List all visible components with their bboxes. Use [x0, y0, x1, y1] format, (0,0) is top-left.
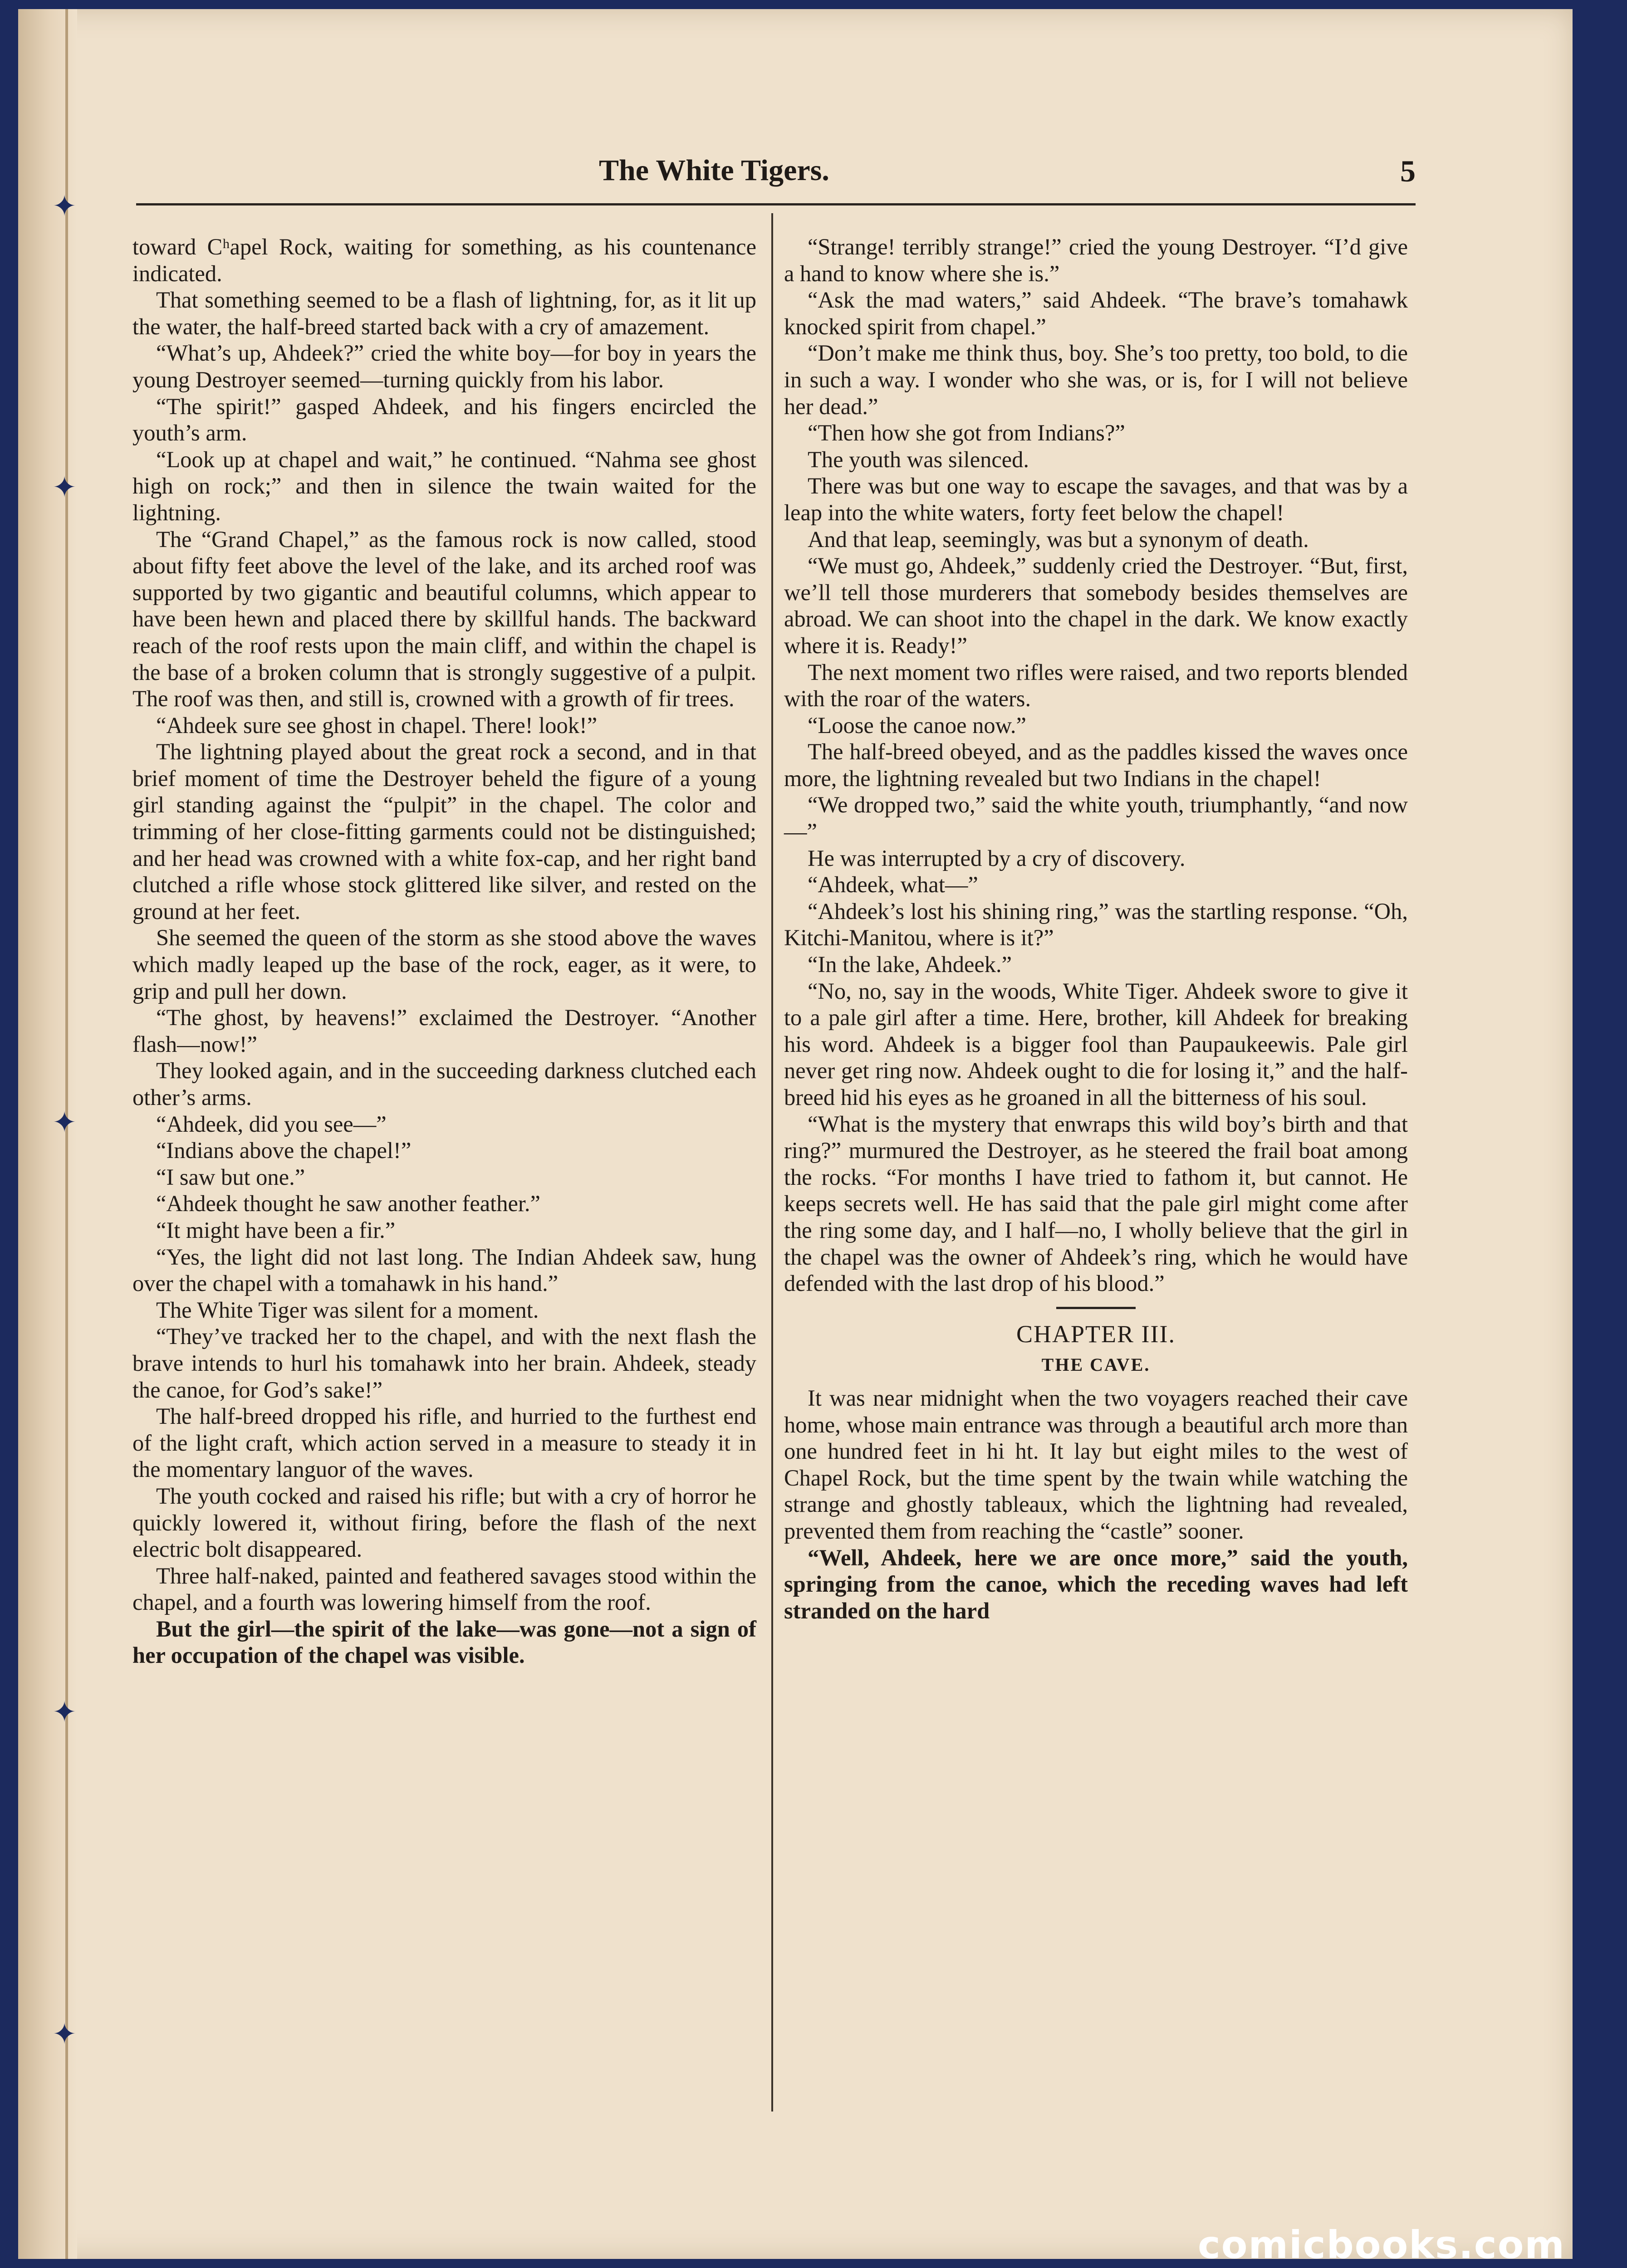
binding-hole-icon: ✦ [52, 1106, 77, 1139]
paragraph: Three half-naked, painted and feathered savages stood within the chapel, and a fourth was lowering himself from the roof. [132, 1563, 756, 1615]
paragraph: toward Cʰapel Rock, waiting for something, as his countenance indicated. [132, 234, 756, 286]
paragraph: “We dropped two,” said the white youth, triumphantly, “and now—” [784, 792, 1408, 845]
paragraph: There was but one way to escape the savages, and that was by a leap into the white waters, forty feet below the chapel! [784, 473, 1408, 525]
binding-hole-icon: ✦ [52, 190, 77, 223]
paragraph: “We must go, Ahdeek,” suddenly cried the Destroyer. “But, first, we’ll tell those murderers that somebody besides themselves are abroad. We can shoot into the chapel in the dark. We know exactly where it is. Ready!” [784, 553, 1408, 658]
paragraph: The next moment two rifles were raised, and two reports blended with the roar of the waters. [784, 659, 1408, 712]
watermark: comicbooks.com [1198, 2223, 1565, 2267]
chapter-title: CHAPTER III. [1016, 1320, 1176, 1348]
paragraph: “Then how she got from Indians?” [808, 420, 1125, 446]
page-number: 5 [1400, 154, 1416, 188]
paragraph: “Yes, the light did not last long. The Indian Ahdeek saw, hung over the chapel with a tomahawk in his hand.” [132, 1244, 756, 1296]
paragraph: The youth was silenced. [808, 446, 1029, 472]
paragraph: He was interrupted by a cry of discovery. [808, 845, 1186, 871]
paragraph: “I saw but one.” [156, 1164, 305, 1190]
left-column [132, 234, 756, 1669]
binding-hole-icon: ✦ [52, 2018, 77, 2051]
paragraph: The half-breed dropped his rifle, and hurried to the furthest end of the light craft, which action served in a measure to steady it in the momentary languor of the waves. [132, 1403, 756, 1482]
paragraph: “They’ve tracked her to the chapel, and with the next flash the brave intends to hurl his tomahawk into her brain. Ahdeek, steady the canoe, for God’s sake!” [132, 1324, 756, 1403]
paragraph: “Strange! terribly strange!” cried the young Destroyer. “I’d give a hand to know where she is.” [784, 234, 1408, 286]
paragraph: That something seemed to be a flash of lightning, for, as it lit up the water, the half-breed started back with a cry of amazement. [132, 287, 756, 339]
paragraph: “What’s up, Ahdeek?” cried the white boy—for boy in years the young Destroyer seemed—turning quickly from his labor. [132, 340, 756, 392]
paragraph: “It might have been a fir.” [156, 1217, 396, 1243]
paragraph: “The spirit!” gasped Ahdeek, and his fingers encircled the youth’s arm. [132, 393, 756, 446]
chapter-subtitle: THE CAVE. [1041, 1354, 1151, 1375]
paragraph: The lightning played about the great rock a second, and in that brief moment of time the Destroyer beheld the figure of a young girl standing against the “pulpit” in the chapel. The color and trimming of her close-fitting garments could not be distinguished; and her head was crowned with a white fox-cap, and her right band clutched a rifle whose stock glittered like silver, and rested on the ground at her feet. [132, 739, 756, 924]
paragraph: She seemed the queen of the storm as she stood above the waves which madly leaped up the base of the rock, eager, as it were, to grip and pull her down. [132, 925, 756, 1004]
right-column [784, 234, 1408, 1624]
running-header [136, 150, 1416, 200]
paragraph: “In the lake, Ahdeek.” [808, 952, 1012, 978]
binding-hole-icon: ✦ [52, 471, 77, 504]
paragraph: “The ghost, by heavens!” exclaimed the Destroyer. “Another flash—now!” [132, 1005, 756, 1057]
paragraph: “Loose the canoe now.” [808, 712, 1026, 738]
paragraph: But the girl—the spirit of the lake—was gone—not a sign of her occupation of the chapel was visible. [132, 1616, 756, 1668]
paragraph: “Ask the mad waters,” said Ahdeek. “The brave’s tomahawk knocked spirit from chapel.” [784, 287, 1408, 339]
binding-hole-icon: ✦ [52, 1696, 77, 1729]
paragraph: They looked again, and in the succeeding darkness clutched each other’s arms. [132, 1058, 756, 1110]
paragraph: And that leap, seemingly, was but a synonym of death. [808, 526, 1309, 552]
paragraph: “Don’t make me think thus, boy. She’s too pretty, too bold, to die in such a way. I wonder who she was, or is, for I will not believe her dead.” [784, 340, 1408, 419]
paragraph: The youth cocked and raised his rifle; but with a cry of horror he quickly lowered it, without firing, before the flash of the next electric bolt disappeared. [132, 1483, 756, 1562]
chapter-separator-rule [1056, 1307, 1136, 1309]
paragraph: “Indians above the chapel!” [156, 1138, 412, 1163]
paragraph: “Ahdeek, what—” [808, 872, 978, 898]
paragraph: It was near midnight when the two voyagers reached their cave home, whose main entrance was through a beautiful arch more than one hundred feet in hi ht. It lay but eight miles to the west of Chapel Rock, but the time spent by the twain while watching the strange and ghostly tableaux, which the lightning had revealed, prevented them from reaching the “castle” sooner. [784, 1385, 1408, 1544]
running-title: The White Tigers. [599, 154, 829, 187]
paragraph: “Look up at chapel and wait,” he continued. “Nahma see ghost high on rock;” and then in silence the twain waited for the lightning. [132, 446, 756, 525]
paragraph: “What is the mystery that enwraps this wild boy’s birth and that ring?” murmured the Destroyer, as he steered the frail boat among the rocks. “For months I have tried to fathom it, but cannot. He keeps secrets well. He has said that the pale girl might come after the ring some day, and I half—no, I wholly believe that the girl in the chapel was the owner of Ahdeek’s ring, which he would have defended with the last drop of his blood.” [784, 1111, 1408, 1296]
paragraph: The “Grand Chapel,” as the famous rock is now called, stood about fifty feet above the level of the lake, and its arched roof was supported by two gigantic and beautiful columns, which appear to have been hewn and placed there by skillful hands. The backward reach of the roof rests upon the main cliff, and within the chapel is the base of a broken column that is strongly suggestive of a pulpit. The roof was then, and still is, crowned with a growth of fir trees. [132, 526, 756, 712]
column-divider [771, 213, 773, 2112]
paragraph: “Ahdeek’s lost his shining ring,” was the startling response. “Oh, Kitchi-Manitou, where is it?” [784, 898, 1408, 951]
paragraph: “No, no, say in the woods, White Tiger. Ahdeek swore to give it to a pale girl after a time. Here, brother, kill Ahdeek for breaking his word. Ahdeek is a bigger fool than Paupaukeewis. Pale girl never get ring now. Ahdeek ought to die for losing it,” and the half-breed hid his eyes as he groaned in all the bitterness of his soul. [784, 978, 1408, 1110]
paragraph: The half-breed obeyed, and as the paddles kissed the waves once more, the lightning revealed but two Indians in the chapel! [784, 739, 1408, 791]
paragraph: “Ahdeek, did you see—” [156, 1111, 387, 1137]
paragraph: “Ahdeek thought he saw another feather.” [156, 1191, 540, 1217]
paragraph: “Ahdeek sure see ghost in chapel. There! look!” [156, 712, 598, 738]
paragraph: “Well, Ahdeek, here we are once more,” said the youth, springing from the canoe, which the receding waves had left stranded on the hard [784, 1545, 1408, 1623]
paragraph: The White Tiger was silent for a moment. [156, 1297, 539, 1323]
header-rule [136, 203, 1416, 205]
